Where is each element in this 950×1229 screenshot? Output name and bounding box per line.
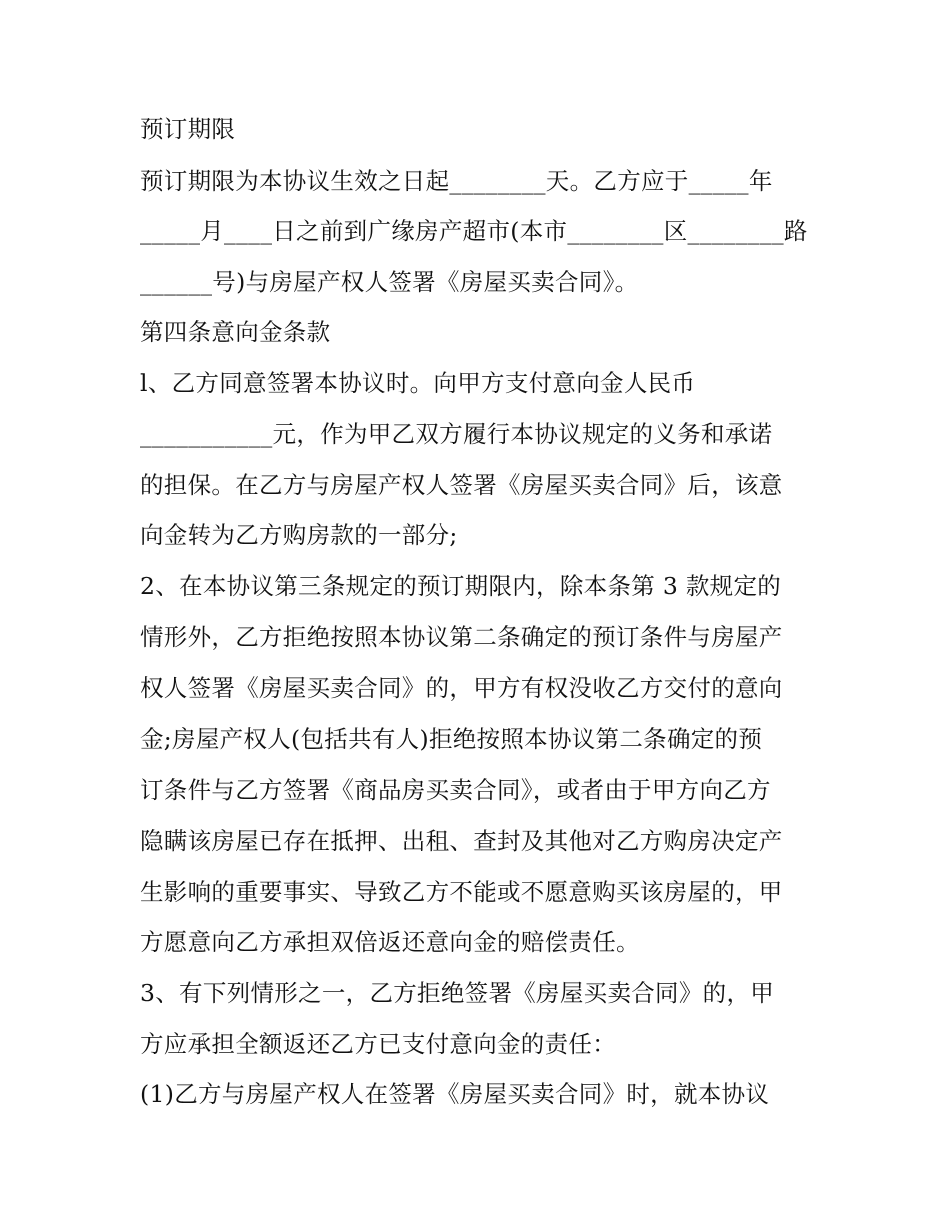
paragraph-line: 生影响的重要事实、导致乙方不能或不愿意购买该房屋的，甲 [140, 878, 783, 906]
section-heading-article-4: 第四条意向金条款 [140, 318, 331, 346]
paragraph-line: ___________元，作为甲乙双方履行本协议规定的义务和承诺 [140, 420, 773, 448]
paragraph-line: 2、在本协议第三条规定的预订期限内，除本条第 3 款规定的 [140, 572, 782, 600]
paragraph-line: 向金转为乙方购房款的一部分; [140, 521, 458, 549]
paragraph-line: 金;房屋产权人(包括共有人)拒绝按照本协议第二条确定的预 [140, 725, 763, 753]
paragraph-line: 的担保。在乙方与房屋产权人签署《房屋买卖合同》后，该意 [140, 471, 783, 499]
paragraph-line: 3、有下列情形之一，乙方拒绝签署《房屋买卖合同》的，甲 [140, 979, 775, 1007]
paragraph-line: ______号)与房屋产权人签署《房屋买卖合同》。 [140, 268, 639, 296]
paragraph-line: 方愿意向乙方承担双倍返还意向金的赔偿责任。 [140, 928, 640, 956]
paragraph-line: 方应承担全额返还乙方已支付意向金的责任： [140, 1030, 616, 1058]
paragraph-line: 隐瞒该房屋已存在抵押、出租、查封及其他对乙方购房决定产 [140, 827, 783, 855]
paragraph-line: l、乙方同意签署本协议时。向甲方支付意向金人民币 [140, 369, 696, 397]
paragraph-line: _____月____日之前到广缘房产超市(本市________区________路 [140, 217, 808, 245]
paragraph-line: (1)乙方与房屋产权人在签署《房屋买卖合同》时，就本协议 [140, 1080, 770, 1108]
paragraph-line: 预订期限为本协议生效之日起________天。乙方应于_____年 [140, 167, 773, 195]
paragraph-line: 订条件与乙方签署《商品房买卖合同》，或者由于甲方向乙方 [140, 776, 771, 804]
section-heading-booking-period: 预订期限 [140, 115, 236, 143]
paragraph-line: 权人签署《房屋买卖合同》的，甲方有权没收乙方交付的意向 [140, 674, 783, 702]
paragraph-line: 情形外，乙方拒绝按照本协议第二条确定的预订条件与房屋产 [140, 623, 783, 651]
